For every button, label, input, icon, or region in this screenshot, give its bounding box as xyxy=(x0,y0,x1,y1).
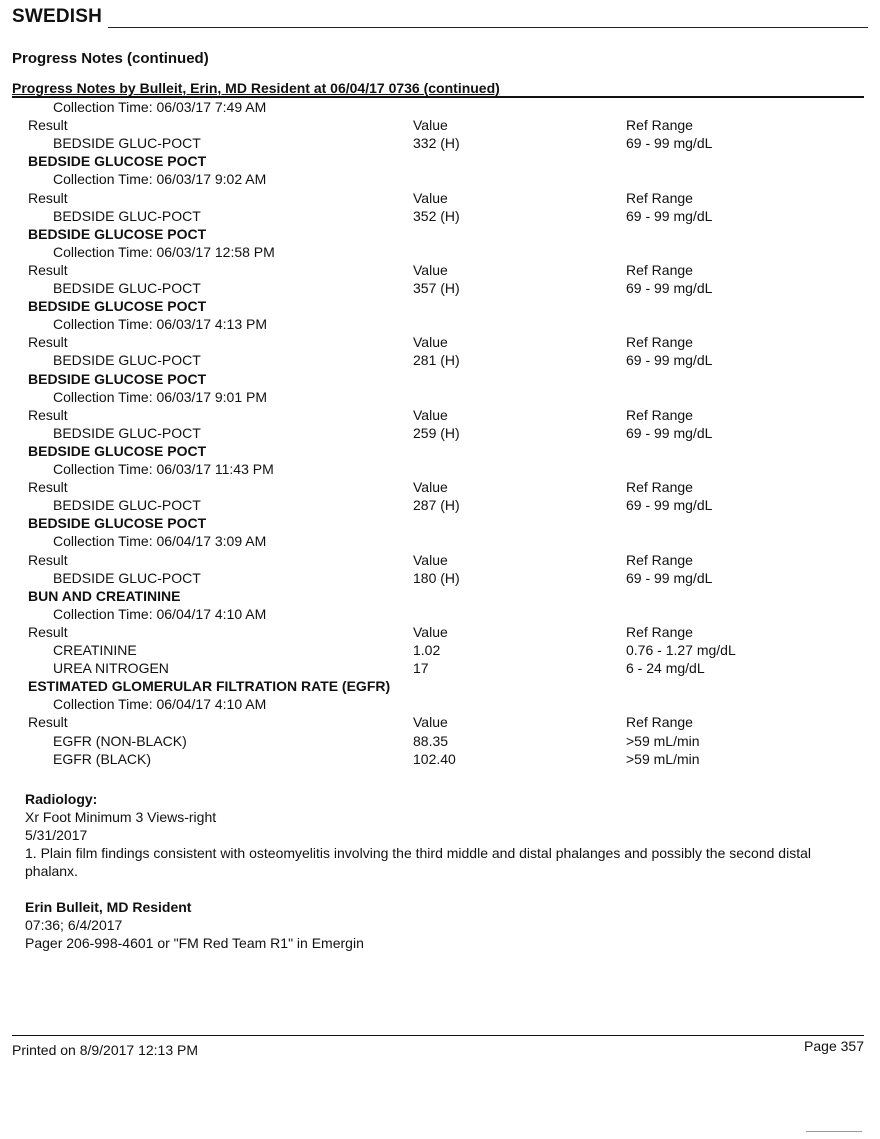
result-column-header: Result xyxy=(28,551,68,568)
section-title: Progress Notes (continued) xyxy=(12,50,209,67)
document-brand: SWEDISH xyxy=(12,6,103,27)
collection-time: Collection Time: 06/03/17 12:58 PM xyxy=(53,243,275,260)
result-name: BEDSIDE GLUC-POCT xyxy=(53,352,201,369)
result-value: 17 xyxy=(413,660,429,677)
signature-block xyxy=(25,898,364,952)
signature-timestamp: 07:36; 6/4/2017 xyxy=(25,917,123,933)
result-value: 1.02 xyxy=(413,642,441,658)
result-name: BEDSIDE GLUC-POCT xyxy=(53,424,201,441)
value-column-header: Value xyxy=(413,406,448,423)
ref-range-column-header: Ref Range xyxy=(626,551,693,568)
result-ref-range: >59 mL/min xyxy=(626,732,700,749)
value-column-header: Value xyxy=(413,714,448,731)
result-value: 332 (H) xyxy=(413,135,460,152)
result-column-header: Result xyxy=(28,117,68,134)
result-column-header: Result xyxy=(28,714,68,731)
result-column-header: Result xyxy=(28,623,68,640)
result-ref-range: >59 mL/min xyxy=(626,750,700,767)
brand-divider xyxy=(108,27,868,28)
result-ref-range: 69 - 99 mg/dL xyxy=(626,569,713,586)
collection-time: Collection Time: 06/03/17 4:13 PM xyxy=(53,316,268,333)
result-column-header: Result xyxy=(28,406,68,423)
page-number: Page 357 xyxy=(804,1038,864,1054)
test-name: BEDSIDE GLUCOSE POCT xyxy=(28,298,207,315)
ref-range-column-header: Ref Range xyxy=(626,334,693,351)
radiology-section xyxy=(25,790,845,880)
radiology-exam: Xr Foot Minimum 3 Views-right xyxy=(25,809,217,825)
value-column-header: Value xyxy=(413,551,448,568)
ref-range-column-header: Ref Range xyxy=(626,623,693,640)
result-column-header: Result xyxy=(28,261,68,278)
ref-range-column-header: Ref Range xyxy=(626,714,693,731)
test-name: BEDSIDE GLUCOSE POCT xyxy=(28,153,207,170)
collection-time: Collection Time: 06/03/17 11:43 PM xyxy=(53,461,274,477)
collection-time: Collection Time: 06/03/17 7:49 AM xyxy=(53,99,267,115)
collection-time: Collection Time: 06/04/17 4:10 AM xyxy=(53,696,267,713)
result-name: UREA NITROGEN xyxy=(53,660,169,677)
result-value: 287 (H) xyxy=(413,497,460,514)
collection-time: Collection Time: 06/04/17 4:10 AM xyxy=(53,605,267,622)
radiology-finding: 1. Plain film findings consistent with osteomyelitis involving the third middle and distal phalanges and possibly the second distal phalanx. xyxy=(25,845,811,879)
collection-time: Collection Time: 06/03/17 9:01 PM xyxy=(53,388,268,405)
ref-range-column-header: Ref Range xyxy=(626,189,693,206)
result-value: 102.40 xyxy=(413,750,456,767)
result-ref-range: 0.76 - 1.27 mg/dL xyxy=(626,642,736,658)
pager-info: Pager 206-998-4601 or "FM Red Team R1" in Emergin xyxy=(25,935,364,951)
result-name: BEDSIDE GLUC-POCT xyxy=(53,280,201,296)
result-value: 259 (H) xyxy=(413,424,460,441)
result-ref-range: 69 - 99 mg/dL xyxy=(626,135,713,152)
ref-range-column-header: Ref Range xyxy=(626,479,693,496)
result-column-header: Result xyxy=(28,479,68,496)
value-column-header: Value xyxy=(413,189,448,206)
radiology-heading: Radiology: xyxy=(25,791,98,807)
result-ref-range: 69 - 99 mg/dL xyxy=(626,352,713,369)
value-column-header: Value xyxy=(413,479,448,496)
result-value: 357 (H) xyxy=(413,280,460,296)
collection-time: Collection Time: 06/04/17 3:09 AM xyxy=(53,533,267,550)
result-name: CREATININE xyxy=(53,642,137,658)
result-value: 281 (H) xyxy=(413,352,460,369)
result-ref-range: 69 - 99 mg/dL xyxy=(626,497,713,514)
result-name: BEDSIDE GLUC-POCT xyxy=(53,497,201,514)
result-name: EGFR (NON-BLACK) xyxy=(53,732,187,749)
note-title: Progress Notes by Bulleit, Erin, MD Resident at 06/04/17 0736 (continued) xyxy=(12,80,500,96)
result-value: 88.35 xyxy=(413,732,449,749)
result-ref-range: 69 - 99 mg/dL xyxy=(626,280,713,296)
result-name: EGFR (BLACK) xyxy=(53,750,152,767)
value-column-header: Value xyxy=(413,261,448,278)
result-ref-range: 69 - 99 mg/dL xyxy=(626,424,713,441)
value-column-header: Value xyxy=(413,334,448,351)
test-name: BEDSIDE GLUCOSE POCT xyxy=(28,442,207,459)
result-name: BEDSIDE GLUC-POCT xyxy=(53,569,201,586)
radiology-date: 5/31/2017 xyxy=(25,827,88,843)
result-ref-range: 6 - 24 mg/dL xyxy=(626,660,705,677)
collection-time: Collection Time: 06/03/17 9:02 AM xyxy=(53,171,267,188)
result-name: BEDSIDE GLUC-POCT xyxy=(53,207,201,224)
result-column-header: Result xyxy=(28,334,68,351)
result-value: 180 (H) xyxy=(413,569,460,586)
result-name: BEDSIDE GLUC-POCT xyxy=(53,135,201,152)
footer-divider xyxy=(12,1035,864,1036)
test-name: ESTIMATED GLOMERULAR FILTRATION RATE (EGFR) xyxy=(28,678,391,695)
value-column-header: Value xyxy=(413,117,448,134)
test-name: BUN AND CREATININE xyxy=(28,587,181,604)
scan-artifact xyxy=(806,1131,862,1132)
signer-name: Erin Bulleit, MD Resident xyxy=(25,899,192,915)
test-name: BEDSIDE GLUCOSE POCT xyxy=(28,370,207,387)
result-column-header: Result xyxy=(28,189,68,206)
test-name: BEDSIDE GLUCOSE POCT xyxy=(28,225,207,242)
printed-date: Printed on 8/9/2017 12:13 PM xyxy=(12,1042,199,1058)
ref-range-column-header: Ref Range xyxy=(626,261,693,278)
ref-range-column-header: Ref Range xyxy=(626,406,693,423)
value-column-header: Value xyxy=(413,623,448,640)
result-value: 352 (H) xyxy=(413,207,460,224)
test-name: BEDSIDE GLUCOSE POCT xyxy=(28,515,207,532)
ref-range-column-header: Ref Range xyxy=(626,117,693,134)
result-ref-range: 69 - 99 mg/dL xyxy=(626,207,713,224)
